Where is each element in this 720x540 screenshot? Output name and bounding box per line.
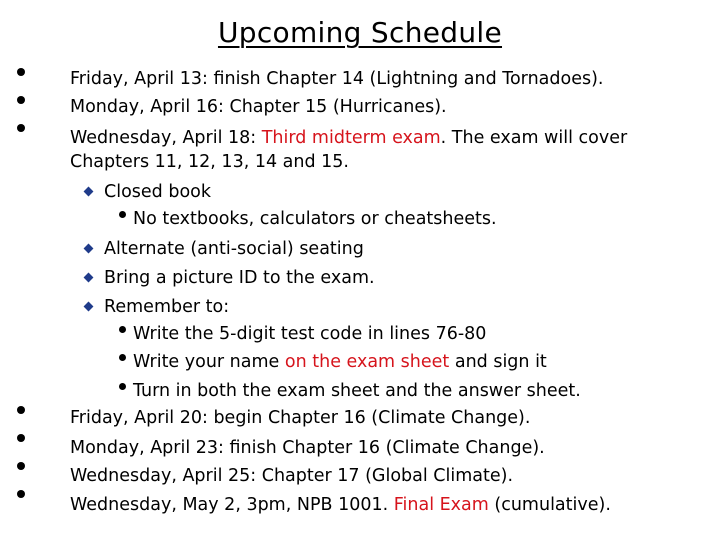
item-text: Write your name xyxy=(133,352,285,372)
item-text: Wednesday, May 2, 3pm, NPB 1001. xyxy=(70,495,394,515)
bullet-dot-icon xyxy=(17,434,25,442)
bullet-dot-icon xyxy=(119,326,126,333)
schedule-item: Friday, April 13: finish Chapter 14 (Lightning and Tornadoes). xyxy=(70,69,604,89)
sub-item: Bring a picture ID to the exam. xyxy=(104,268,375,288)
bullet-dot-icon xyxy=(17,462,25,470)
midterm-highlight: Third midterm exam xyxy=(261,128,441,148)
remember-item: Turn in both the exam sheet and the answer sheet. xyxy=(133,381,581,401)
sub-sub-item: No textbooks, calculators or cheatsheets. xyxy=(133,209,497,229)
bullet-dot-icon xyxy=(17,406,25,414)
bullet-dot-icon xyxy=(119,354,126,361)
diamond-bullet-icon xyxy=(84,302,94,312)
item-text: (cumulative). xyxy=(488,495,611,515)
bullet-dot-icon xyxy=(119,211,126,218)
sub-item: Remember to: xyxy=(104,297,230,317)
final-exam-highlight: Final Exam xyxy=(393,495,489,515)
exam-sheet-highlight: on the exam sheet xyxy=(284,352,450,372)
bullet-dot-icon xyxy=(17,96,25,104)
item-text: and sign it xyxy=(449,352,547,372)
remember-item xyxy=(133,351,547,373)
item-text: . The exam will cover xyxy=(440,128,628,148)
diamond-bullet-icon xyxy=(84,187,94,197)
schedule-item xyxy=(70,127,627,149)
diamond-bullet-icon xyxy=(84,273,94,283)
bullet-dot-icon xyxy=(17,124,25,132)
schedule-item: Monday, April 23: finish Chapter 16 (Climate Change). xyxy=(70,438,545,458)
slide-title: Upcoming Schedule xyxy=(217,16,503,49)
sub-item: Alternate (anti-social) seating xyxy=(104,239,364,259)
bullet-dot-icon xyxy=(119,383,126,390)
sub-item: Closed book xyxy=(104,182,211,202)
remember-item: Write the 5-digit test code in lines 76-80 xyxy=(133,324,487,344)
schedule-item xyxy=(70,494,611,516)
bullet-dot-icon xyxy=(17,68,25,76)
schedule-item: Wednesday, April 25: Chapter 17 (Global Climate). xyxy=(70,466,514,486)
schedule-item: Monday, April 16: Chapter 15 (Hurricanes). xyxy=(70,97,447,117)
diamond-bullet-icon xyxy=(84,244,94,254)
bullet-dot-icon xyxy=(17,490,25,498)
item-text: Wednesday, April 18: xyxy=(70,128,262,148)
schedule-item: Friday, April 20: begin Chapter 16 (Climate Change). xyxy=(70,408,531,428)
schedule-item-continuation: Chapters 11, 12, 13, 14 and 15. xyxy=(70,152,349,172)
